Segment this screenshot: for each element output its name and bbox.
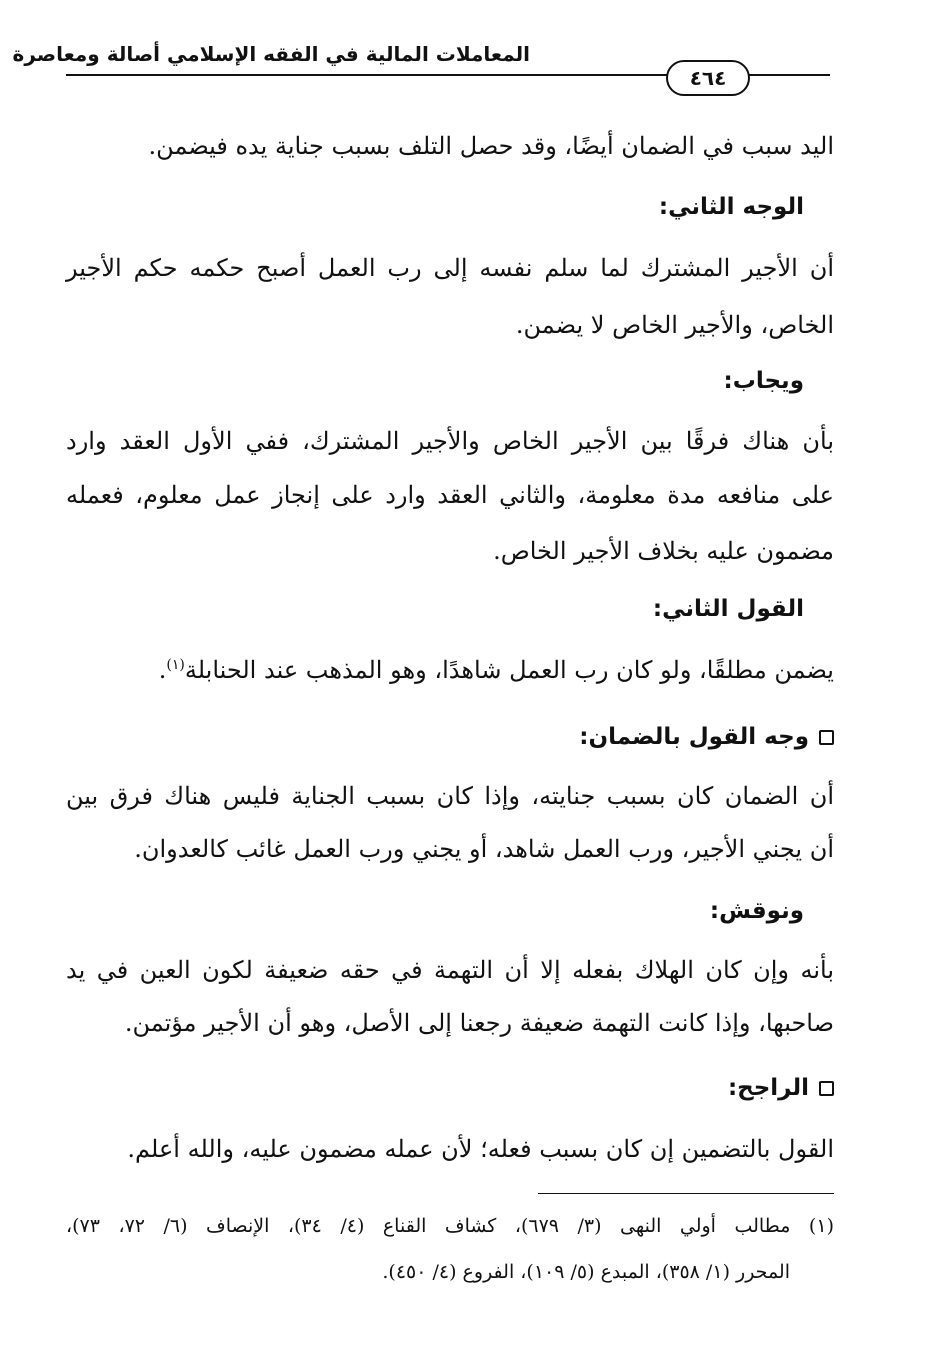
paragraph-line: اليد سبب في الضمان أيضًا، وقد حصل التلف بسبب جناية يده فيضمن. bbox=[148, 132, 834, 160]
checkbox-square-icon bbox=[819, 1081, 834, 1096]
checkbox-square-icon bbox=[819, 730, 834, 745]
footnote-line: (١) مطالب أولي النهى (٣/ ٦٧٩)، كشاف القناع (٤/ ٣٤)، الإنصاف (٦/ ٧٢، ٧٣)، bbox=[66, 1215, 834, 1237]
footnote-ref: (١) bbox=[166, 657, 185, 673]
boxed-heading-label: وجه القول بالضمان: bbox=[579, 724, 809, 750]
paragraph-line: على منافعه مدة معلومة، والثاني العقد وارد على إنجاز عمل معلوم، فعمله bbox=[66, 481, 834, 509]
paragraph-line: بأنه وإن كان الهلاك بفعله إلا أن التهمة في حقه ضعيفة لكون العين في يد bbox=[66, 956, 834, 984]
footnote-rule bbox=[538, 1193, 834, 1194]
paragraph-line: صاحبها، وإذا كانت التهمة ضعيفة رجعنا إلى الأصل، وهو أن الأجير مؤتمن. bbox=[124, 1009, 834, 1037]
footnote-line: المحرر (١/ ٣٥٨)، المبدع (٥/ ١٠٩)، الفروع (٤/ ٤٥٠). bbox=[382, 1261, 790, 1283]
paragraph-line: بأن هناك فرقًا بين الأجير الخاص والأجير المشترك، ففي الأول العقد وارد bbox=[66, 427, 834, 455]
boxed-heading bbox=[579, 722, 834, 752]
section-heading: القول الثاني: bbox=[652, 596, 804, 622]
paragraph-line: أن الضمان كان بسبب جنايته، وإذا كان بسبب الجناية فليس هناك فرق بين bbox=[66, 782, 834, 810]
page-number: ٤٦٤ bbox=[666, 60, 750, 96]
paragraph-line: القول بالتضمين إن كان بسبب فعله؛ لأن عمله مضمون عليه، والله أعلم. bbox=[127, 1135, 834, 1163]
paragraph-line: أن الأجير المشترك لما سلم نفسه إلى رب العمل أصبح حكمه حكم الأجير bbox=[66, 254, 834, 282]
running-title: المعاملات المالية في الفقه الإسلامي أصالة ومعاصرة bbox=[12, 42, 530, 66]
section-heading: الوجه الثاني: bbox=[658, 194, 804, 220]
section-heading: ونوقش: bbox=[709, 898, 804, 924]
section-heading: ويجاب: bbox=[723, 368, 804, 394]
paragraph-line: مضمون عليه بخلاف الأجير الخاص. bbox=[493, 537, 834, 565]
boxed-heading bbox=[728, 1073, 834, 1103]
boxed-heading-label: الراجح: bbox=[727, 1075, 809, 1101]
paragraph-line: أن يجني الأجير، ورب العمل شاهد، أو يجني ورب العمل غائب كالعدوان. bbox=[134, 835, 834, 863]
paragraph-line: الخاص، والأجير الخاص لا يضمن. bbox=[515, 311, 834, 339]
paragraph-line bbox=[159, 650, 834, 685]
line-end: . bbox=[158, 656, 167, 684]
line-text: يضمن مطلقًا، ولو كان رب العمل شاهدًا، وهو المذهب عند الحنابلة bbox=[184, 656, 834, 684]
